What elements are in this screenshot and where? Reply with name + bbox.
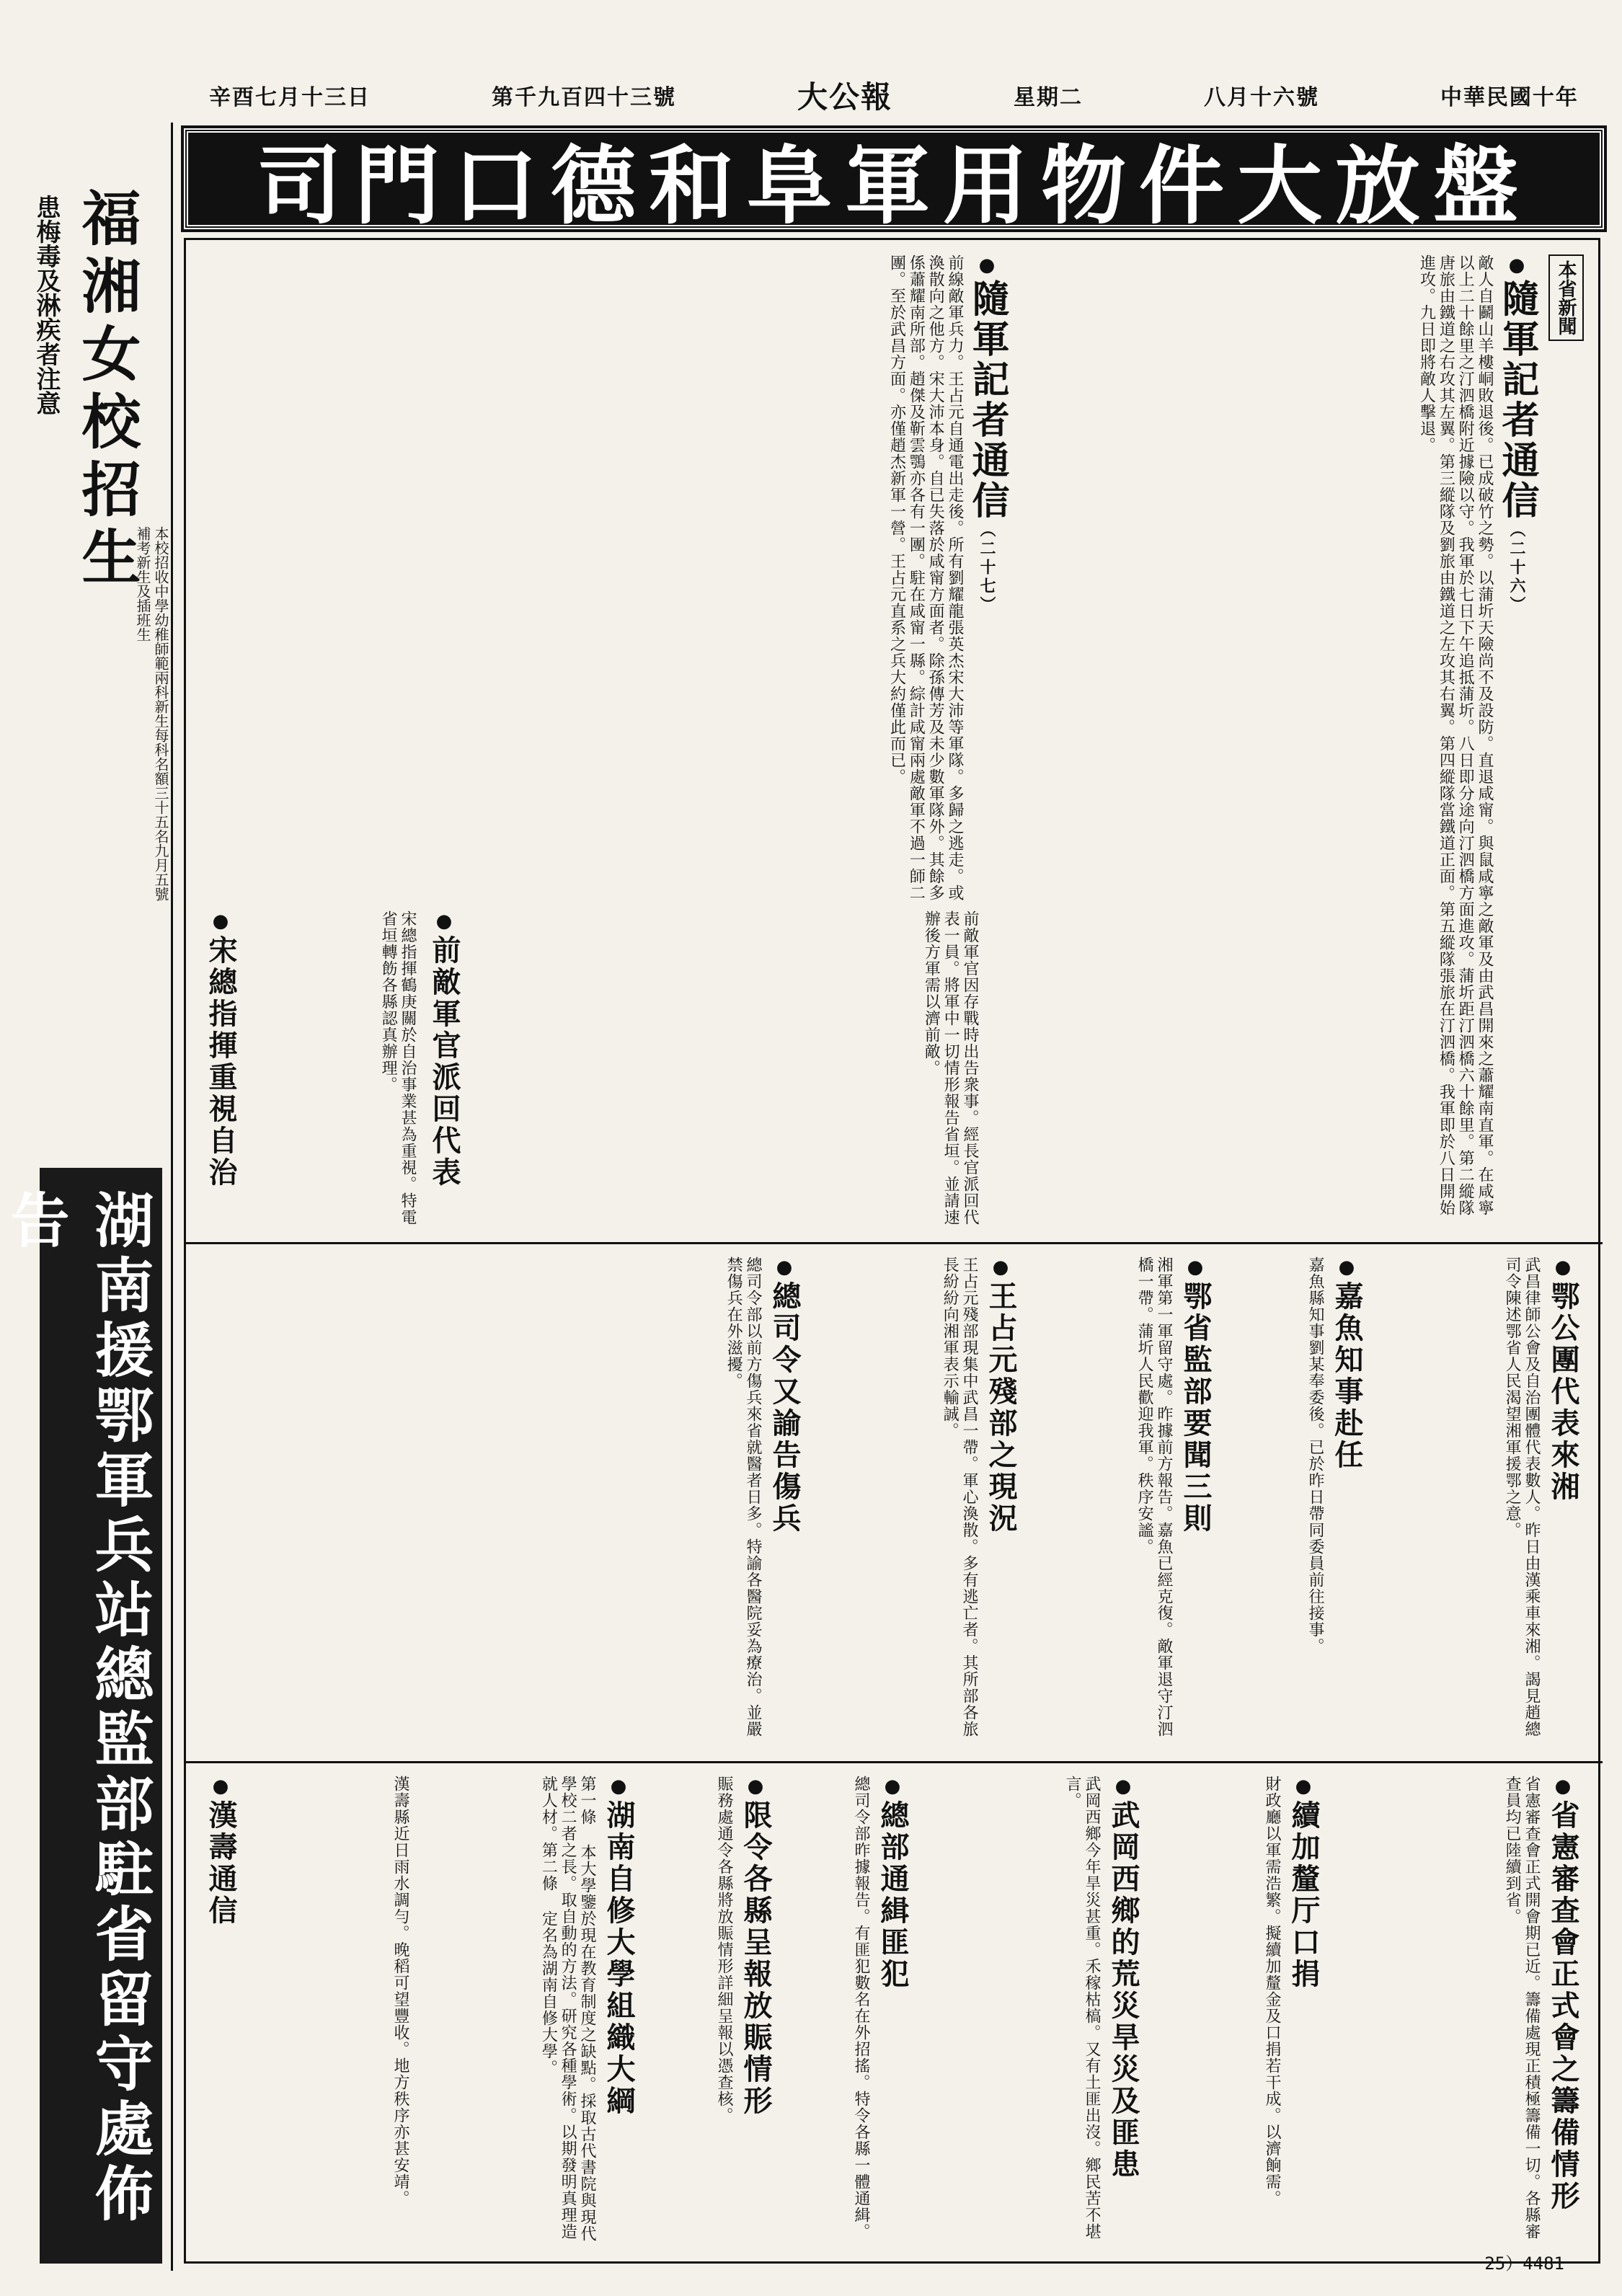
bullet-icon [1330, 1256, 1364, 1281]
article-1-title: ● 隨軍記者通信（二十六） [1490, 254, 1544, 615]
article-15-body: 武岡西鄉今年旱災甚重。禾稼枯槁。又有土匪出沒。鄉民苦不堪言。 [1063, 1776, 1101, 2240]
news-page [184, 238, 1600, 2264]
article-6-body: 嘉魚縣知事劉某奉委後。已於昨日帶同委員前往接事。 [1306, 1256, 1324, 1654]
article-8-body: 王占元殘部現集中武昌一帶。軍心渙散。多有逃亡者。其所部各旅長紛紛向湘軍表示輸誠。 [941, 1256, 978, 1737]
page-number: 25）4481 [1484, 2253, 1564, 2274]
bullet-icon [1179, 1256, 1213, 1281]
article-11-body: 財政廳以軍需浩繁。擬續加釐金及口捐若干成。以濟餉需。 [1263, 1776, 1281, 2207]
banner-ad: 司門口德和阜軍用物件大放盤 [184, 128, 1604, 229]
article-15-title: ● 武岡西鄉的荒災旱災及匪患 [1103, 1776, 1144, 2181]
article-8-title: ● 王占元殘部之現況 [980, 1256, 1021, 1535]
article-3-body: 前敵軍官因存戰時出告衆事。經長官派回代表一員。將軍中一切情形報告省垣。並請速辦後方軍需以濟前敵。 [922, 910, 979, 1225]
bullet-icon [1546, 1776, 1580, 1800]
article-4-title: ● 宋總指揮重視自治 [200, 910, 241, 1189]
article-16-title: ● 湖南自修大學組織大綱 [598, 1776, 639, 2117]
section-label: 本省新聞 [1548, 254, 1584, 341]
article-12-title: ● 總部通緝匪犯 [872, 1776, 913, 1990]
article-7-body: 湘軍第一軍留守處。昨據前方報告。嘉魚已經克復。敵軍退守汀泗橋一帶。蒲圻人民歡迎我軍。秩序安謐。 [1135, 1256, 1173, 1737]
paper-name: 大公報 [797, 79, 892, 115]
article-16-body: 第一條 本大學鑒於現在教育制度之缺點。採取古代書院與現代學校二者之長。取自動的方法。研究各種學術。以期發明真理造就人材。第二條 定名為湖南自修大學。 [539, 1776, 596, 2242]
bullet-icon [739, 1776, 773, 1800]
article-9-body: 總司令部以前方傷兵來省就醫者日多。特諭各醫院妥為療治。並嚴禁傷兵在外滋擾。 [724, 1256, 762, 1737]
article-5-title: ● 鄂公團代表來湘 [1543, 1256, 1584, 1503]
bullet-icon [1287, 1776, 1321, 1800]
bullet-icon [427, 910, 461, 935]
article-6-title: ● 嘉魚知事赴任 [1326, 1256, 1368, 1471]
article-7-title: ● 鄂省監部要聞三則 [1175, 1256, 1216, 1535]
article-14-title: ● 漢壽通信 [200, 1776, 241, 1927]
article-2-title: ● 隨軍記者通信（二十七） [960, 254, 1014, 615]
bullet-icon [1495, 254, 1539, 279]
article-13-body: 賑務處通令各縣將放賑情形詳細呈報以憑查核。 [715, 1776, 733, 2124]
divider-lower [186, 1761, 1603, 1763]
remedy-ad-title: 患梅毒及淋疾者注意 [32, 195, 61, 415]
article-12-body: 總司令部昨據報告。有匪犯數名在外招搖。特令各縣一體通緝。 [852, 1776, 870, 2240]
masthead [209, 79, 1579, 115]
weekday: 星期二 [1013, 85, 1083, 110]
issue-number: 第千九百四十三號 [491, 85, 676, 110]
bullet-icon [876, 1776, 910, 1800]
lunar-date: 辛酉七月十三日 [209, 85, 371, 110]
article-10-body: 省憲審查會正式開會期已近。籌備處現正積極籌備一切。各縣審查員均已陸續到省。 [1503, 1776, 1541, 2240]
bullet-icon [204, 1776, 238, 1800]
bullet-icon [1546, 1256, 1580, 1281]
bullet-icon [602, 1776, 636, 1800]
article-2-body: 前線敵軍兵力。王占元自通電出走後。所有劉耀龍張英杰宋大沛等軍隊。多歸之逃走。或渙散向之他方。宋大沛本身。自已失落於咸甯方面者。除孫傳芳及未少數軍隊外。其餘多係蕭耀南所部。趙傑及靳雲鶚亦各有一團。駐在咸甯一縣。綜計咸甯兩處敵軍不過一師二團。至於武昌方面。亦僅趙杰新軍一營。王占元直系之兵大約僅此而已。 [887, 254, 964, 901]
roc-date: 中華民國十年 [1440, 85, 1579, 110]
bullet-icon [204, 910, 238, 935]
divider-upper [186, 1242, 1603, 1244]
western-date: 八月十六號 [1203, 85, 1319, 110]
article-10-title: ● 省憲審查會正式會之籌備情形 [1543, 1776, 1584, 2212]
bullet-icon [984, 1256, 1018, 1281]
bullet-icon [965, 254, 1009, 279]
article-3-title: ● 前敵軍官派回代表 [424, 910, 465, 1189]
article-14-body: 漢壽縣近日雨水調勻。晚稻可望豐收。地方秩序亦甚安靖。 [391, 1776, 409, 2207]
article-4-body: 宋總指揮鶴庚關於自治事業甚為重視。特電省垣轉飭各縣認真辦理。 [379, 910, 417, 1225]
article-1-body: 敵人自鬬山羊樓峒敗退後。已成破竹之勢。以蒲圻天險尚不及設防。直退咸甯。與鼠咸寧之敵軍及由武昌開來之蕭耀南直軍。在咸寧以上二十餘里之汀泗橋附近據險以守。我軍於七日下午追抵蒲圻。八日即分途向汀泗橋方面進攻。蒲圻距汀泗橋六十餘里。第二縱隊唐旅由鐵道之右攻其左翼。第三縱隊及劉旅由鐵道之左攻其右翼。第四縱隊當鐵道正面。第五縱隊張旅在汀泗橋。我軍即於八日開始進攻。九日即將敵人擊退。 [1417, 254, 1494, 1216]
bullet-icon [1107, 1776, 1140, 1800]
black-notice-ad: 湖南援鄂軍兵站總監部駐省留守處佈告 [40, 1168, 162, 2264]
article-5-body: 武昌律師公會及自治團體代表數人。昨日由漢乘車來湘。謁見趙總司令陳述鄂省人民渴望湘軍援鄂之意。 [1503, 1256, 1541, 1737]
article-11-title: ● 續加釐厅口捐 [1283, 1776, 1324, 1990]
article-13-title: ● 限令各縣呈報放賑情形 [735, 1776, 776, 2117]
school-ad-title: 福湘女校招生 [72, 187, 141, 594]
school-ad-note: 本校招收中學幼稚師範兩科新生每科名額三十五名九月五號補考新生及插班生 [134, 526, 169, 901]
bullet-icon [768, 1256, 802, 1281]
article-9-title: ● 總司令又諭告傷兵 [764, 1256, 805, 1535]
